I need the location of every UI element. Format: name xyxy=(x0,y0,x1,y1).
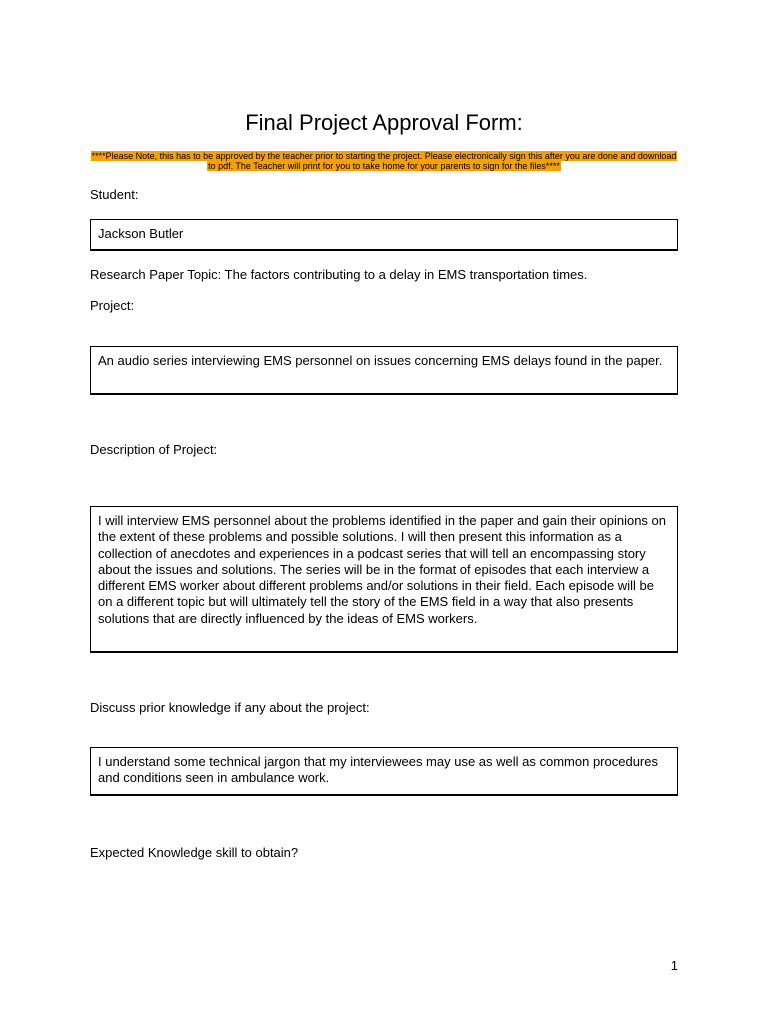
research-topic-text: Research Paper Topic: The factors contributing to a delay in EMS transportation times. xyxy=(90,267,588,282)
approval-note xyxy=(90,151,678,171)
approval-note-text: ****Please Note, this has to be approved by the teacher prior to starting the project. Please electronically sign this after you are done and download to pdf. The Teacher will print for you to take home for your parents to sign for the files**** xyxy=(91,151,677,171)
project-label: Project: xyxy=(90,298,135,313)
description-field[interactable]: I will interview EMS personnel about the problems identified in the paper and gain their opinions on the extent of these problems and possible solutions. I will then present this information as a collection of anecdotes and experiences in a podcast series that will tell an encompassing story about the issues and solutions. The series will be in the format of episodes that each interview a different EMS worker about different problems and/or solutions in their field. Each episode will be on a different topic but will ultimately tell the story of the EMS field in a way that also presents solutions that are directly influenced by the ideas of EMS workers. xyxy=(90,506,678,653)
student-field[interactable]: Jackson Butler xyxy=(90,219,678,251)
description-label: Description of Project: xyxy=(90,442,218,457)
page-number: 1 xyxy=(670,958,678,973)
page-title: Final Project Approval Form: xyxy=(245,110,523,135)
project-field[interactable]: An audio series interviewing EMS personnel on issues concerning EMS delays found in the paper. xyxy=(90,346,678,395)
student-label: Student: xyxy=(90,187,139,202)
prior-knowledge-label: Discuss prior knowledge if any about the project: xyxy=(90,700,370,715)
prior-knowledge-field[interactable]: I understand some technical jargon that my interviewees may use as well as common procedures and conditions seen in ambulance work. xyxy=(90,747,678,796)
expected-knowledge-label: Expected Knowledge skill to obtain? xyxy=(90,845,299,860)
